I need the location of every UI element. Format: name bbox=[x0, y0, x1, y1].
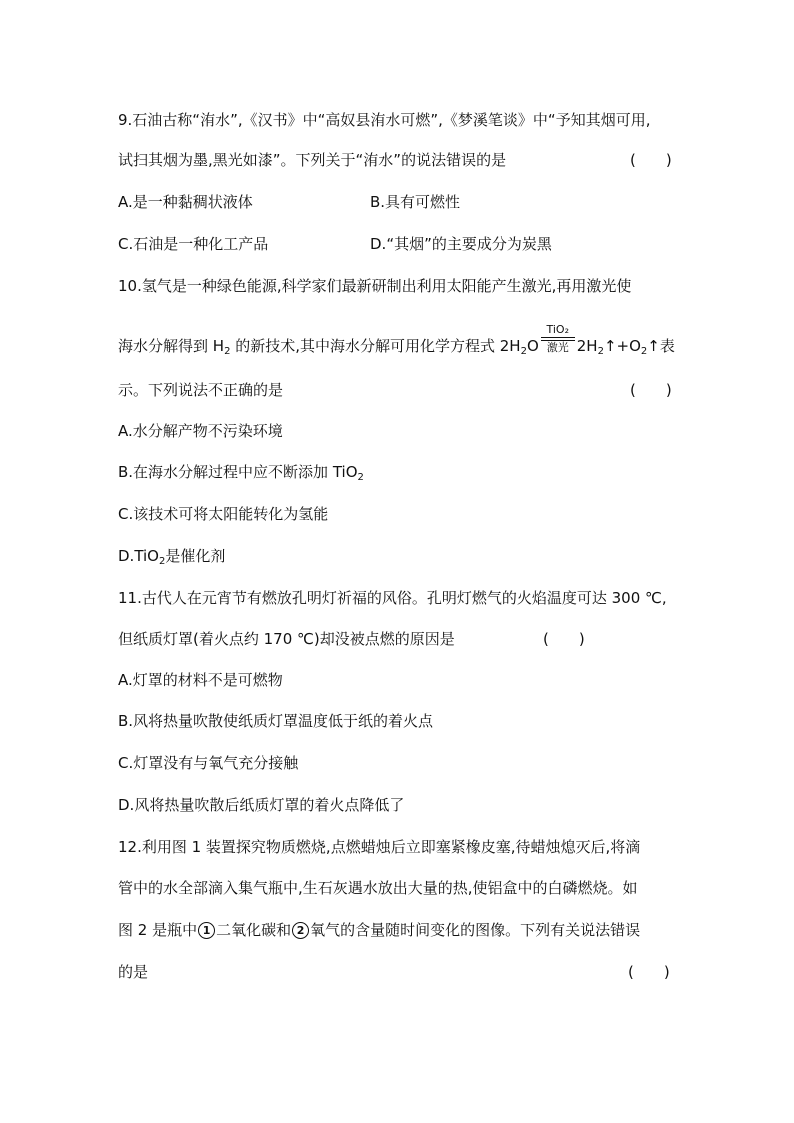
q9-stem-line1: 9.石油古称“洧水”,《汉书》中“高奴县洧水可燃”,《梦溪笔谈》中“予知其烟可用, bbox=[118, 111, 651, 129]
q11-stem-line2: 但纸质灯罩(着火点约 170 ℃)却没被点燃的原因是 bbox=[118, 630, 455, 648]
q10-option-d-text-b: 是催化剂 bbox=[165, 547, 226, 565]
circled-number-2: 2 bbox=[292, 922, 309, 939]
q11-option-b: B.风将热量吹散使纸质灯罩温度低于纸的着火点 bbox=[118, 712, 434, 730]
q10-option-b-sub: 2 bbox=[357, 472, 364, 483]
q12-answer-blank: ( ) bbox=[628, 963, 670, 981]
q10-option-a: A.水分解产物不污染环境 bbox=[118, 422, 283, 440]
q11-stem-line1: 11.古代人在元宵节有燃放孔明灯祈福的风俗。孔明灯燃气的火焰温度可达 300 ℃, bbox=[118, 589, 667, 607]
equals-line-top bbox=[541, 337, 575, 338]
q10-text-d: 2H bbox=[576, 337, 598, 355]
q10-sub4: 2 bbox=[640, 346, 648, 357]
q11-option-c: C.灯罩没有与氧气充分接触 bbox=[118, 754, 299, 772]
q9-option-c: C.石油是一种化工产品 bbox=[118, 235, 269, 253]
condition-catalyst: TiO₂ bbox=[546, 323, 570, 336]
q9-answer-blank: ( ) bbox=[630, 151, 672, 169]
q12-stem-line2: 管中的水全部滴入集气瓶中,生石灰遇水放出大量的热,使铝盒中的白磷燃烧。如 bbox=[118, 879, 638, 897]
q9-stem-line2: 试扫其烟为墨,黑光如漆”。下列关于“洧水”的说法错误的是 bbox=[118, 151, 507, 169]
q10-option-d-text-a: D.TiO bbox=[118, 547, 159, 565]
q10-text-b: 的新技术,其中海水分解可用化学方程式 2H bbox=[230, 337, 521, 355]
q9-option-b: B.具有可燃性 bbox=[370, 193, 461, 211]
circled-number-1: 1 bbox=[198, 922, 215, 939]
q10-option-b bbox=[118, 462, 364, 482]
q12-stem-line4: 的是 bbox=[118, 963, 149, 981]
q10-stem-line3: 示。下列说法不正确的是 bbox=[118, 381, 284, 399]
q12-stem-line3 bbox=[118, 920, 640, 940]
q11-answer-blank: ( ) bbox=[543, 630, 585, 648]
q12-text-a: 图 2 是瓶中 bbox=[118, 921, 198, 939]
q10-option-c: C.该技术可将太阳能转化为氢能 bbox=[118, 505, 329, 523]
q10-sub1: 2 bbox=[224, 346, 231, 357]
q9-option-d: D.“其烟”的主要成分为炭黑 bbox=[370, 235, 552, 253]
q10-sub2: 2 bbox=[520, 346, 527, 357]
q10-text-e: ↑+O bbox=[603, 337, 641, 355]
q10-text-c: O bbox=[526, 337, 539, 355]
q10-option-d bbox=[118, 546, 225, 566]
q11-option-a: A.灯罩的材料不是可燃物 bbox=[118, 671, 283, 689]
q12-text-b: 二氧化碳和 bbox=[216, 921, 292, 939]
condition-laser: 激光 bbox=[546, 341, 569, 354]
q10-text-f: ↑表 bbox=[647, 337, 675, 355]
reaction-condition bbox=[541, 323, 575, 356]
q10-option-d-sub: 2 bbox=[159, 556, 166, 567]
q10-option-b-text: B.在海水分解过程中应不断添加 TiO bbox=[118, 463, 358, 481]
q10-sub3: 2 bbox=[597, 346, 604, 357]
q10-stem-line1: 10.氢气是一种绿色能源,科学家们最新研制出利用太阳能产生激光,再用激光使 bbox=[118, 277, 632, 295]
q9-option-a: A.是一种黏稠状液体 bbox=[118, 193, 253, 211]
q10-text-a: 海水分解得到 H bbox=[118, 337, 225, 355]
q12-text-c: 氧气的含量随时间变化的图像。下列有关说法错误 bbox=[310, 921, 641, 939]
q12-stem-line1: 12.利用图 1 装置探究物质燃烧,点燃蜡烛后立即塞紧橡皮塞,待蜡烛熄灭后,将滴 bbox=[118, 838, 641, 856]
q10-stem-line2 bbox=[118, 323, 675, 357]
q10-answer-blank: ( ) bbox=[630, 381, 672, 399]
q11-option-d: D.风将热量吹散后纸质灯罩的着火点降低了 bbox=[118, 796, 405, 814]
